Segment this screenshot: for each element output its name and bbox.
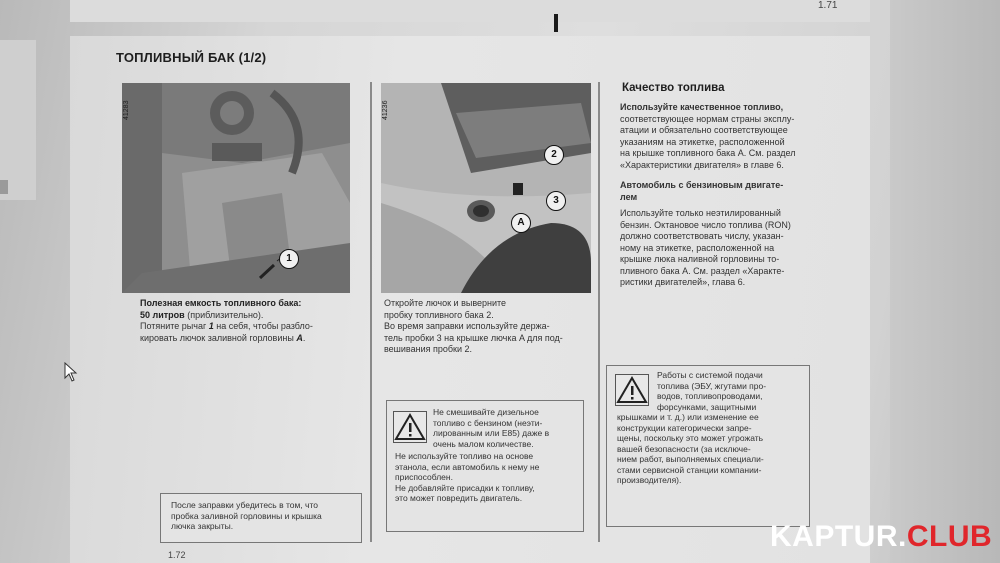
col3-line: крышке люка наливной горловины то- [620,254,780,264]
logo-part2: CLUB [906,520,993,553]
col2-line: Откройте лючок и выверните [384,298,507,308]
capacity-label: Полезная емкость топливного бака: [140,298,302,308]
warning-line: водов, топливопроводами, [657,391,763,401]
mouse-cursor-icon [64,362,78,387]
note-line: После заправки убедитесь в том, что [171,500,319,510]
flap-text: кировать лючок заливной горловины [140,332,297,343]
warning-line: Не смешивайте дизельное [433,407,539,417]
warning-line: стами сервисной станции компании- [617,464,762,475]
section-title-fuel-quality: Качество топлива [622,82,725,94]
subtitle-line: лем [620,191,638,202]
capacity-value: 50 литров [140,309,185,320]
page-title-part: (1/2) [238,50,267,65]
col2-line: вешивания пробки 2. [384,344,473,354]
note-line: лючка закрыты. [171,521,234,531]
warning-triangle-icon [393,411,427,443]
col3-line: на крышке топливного бака A. См. раздел [620,148,796,158]
site-watermark-logo [770,520,992,554]
warning-triangle-icon [615,374,649,406]
warning-box-fuel-system [606,365,810,527]
col2-line: тель пробки 3 на крышке лючка A для под- [384,332,563,343]
warning-fuel-system-text [657,370,805,412]
photo-interior-lever [122,83,350,293]
left-margin [0,40,36,200]
col3-line: Используйте качественное топливо, [620,102,784,112]
col3-line: должно соответствовать числу, указан- [620,231,784,241]
interior-illustration [122,83,350,293]
col3-line: ристики двигателей», глава 6. [620,277,746,287]
left-margin-notch [0,180,8,194]
col1-text [140,298,365,344]
col3-line: соответствующее нормам страны эксплу- [620,113,795,124]
flap-text-end: . [302,332,306,343]
col3-line: атации и обязательно соответствующее [620,125,788,135]
col3-line: пливного бака A. См. раздел «Характе- [620,265,785,276]
col2-text [384,298,594,356]
warning-line: топливо с бензином (неэти- [433,417,543,428]
col3-line: указаниям на этикетке, расположенной [620,136,785,147]
col3-line: Используйте только неэтилированный [620,208,781,218]
page-number: 1.72 [168,550,186,560]
warning-diesel-text-2 [395,451,580,504]
lever-text-a: Потяните рычаг [140,321,209,331]
warning-line: Не добавляйте присадки к топливу, [395,482,535,493]
warning-fuel-system-text-2 [617,412,805,486]
callout-1: 1 [279,249,299,269]
subtitle-line: Автомобиль с бензиновым двигате- [620,180,784,190]
column-divider-2 [598,82,600,542]
previous-page-edge [70,0,870,22]
col3-line: «Характеристики двигателя» в главе 6. [620,159,784,170]
photo-fuel-flap [381,83,591,293]
col2-line: пробку топливного бака 2. [384,309,494,320]
warning-diesel-text [433,407,578,449]
page-marker [554,14,558,32]
capacity-approx: (приблизительно). [184,309,264,320]
warning-line: приспособлен. [395,472,453,482]
warning-line: нием работ, выполняемых специали- [617,454,764,464]
lever-number: 1 [208,321,214,331]
warning-line: вашей безопасности (за исключе- [617,443,751,454]
callout-a: A [511,213,531,233]
note-text [171,500,356,532]
warning-line: щены, поскольку это может угрожать [617,433,764,443]
warning-line: крышками и т. д.) или изменение ее [617,412,759,422]
warning-line: Работы с системой подачи [657,370,763,380]
screen-right-edge [890,0,1000,563]
warning-line: производителя). [617,475,682,485]
warning-box-diesel [386,400,584,532]
warning-line: этанола, если автомобиль к нему не [395,461,540,472]
previous-page-number: 1.71 [818,0,838,11]
callout-3: 3 [546,191,566,211]
note-line: пробка заливной горловины и крышка [171,510,322,521]
warning-line: конструкции категорически запре- [617,422,752,433]
warning-line: Не используйте топливо на основе [395,451,534,461]
col3-p2 [620,208,830,289]
flap-letter: A [296,332,303,343]
col2-line: Во время заправки используйте держа- [384,321,550,331]
photo1-id: 41283 [123,100,130,120]
logo-part1: KAPTUR. [770,520,907,553]
warning-line: форсунками, защитными [657,401,757,412]
lever-text-b: на себя, чтобы разбло- [213,321,313,331]
col3-p1 [620,102,830,171]
col3-line: бензин. Октановое число топлива (RON) [620,219,791,230]
callout-2: 2 [544,145,564,165]
warning-line: лированным или E85) даже в [433,428,550,438]
column-divider-1 [370,82,372,542]
warning-line: очень малом количестве. [433,438,534,449]
page-title-main: ТОПЛИВНЫЙ БАК [116,50,235,65]
note-box [160,493,362,543]
car-illustration [381,83,591,293]
warning-line: это может повредить двигатель. [395,493,523,503]
col3-subtitle [620,180,830,203]
photo2-id: 41236 [382,100,389,120]
warning-line: топлива (ЭБУ, жгутами про- [657,380,767,391]
page-title [116,50,266,65]
col3-line: ному на этикетке, расположенной на [620,242,775,253]
